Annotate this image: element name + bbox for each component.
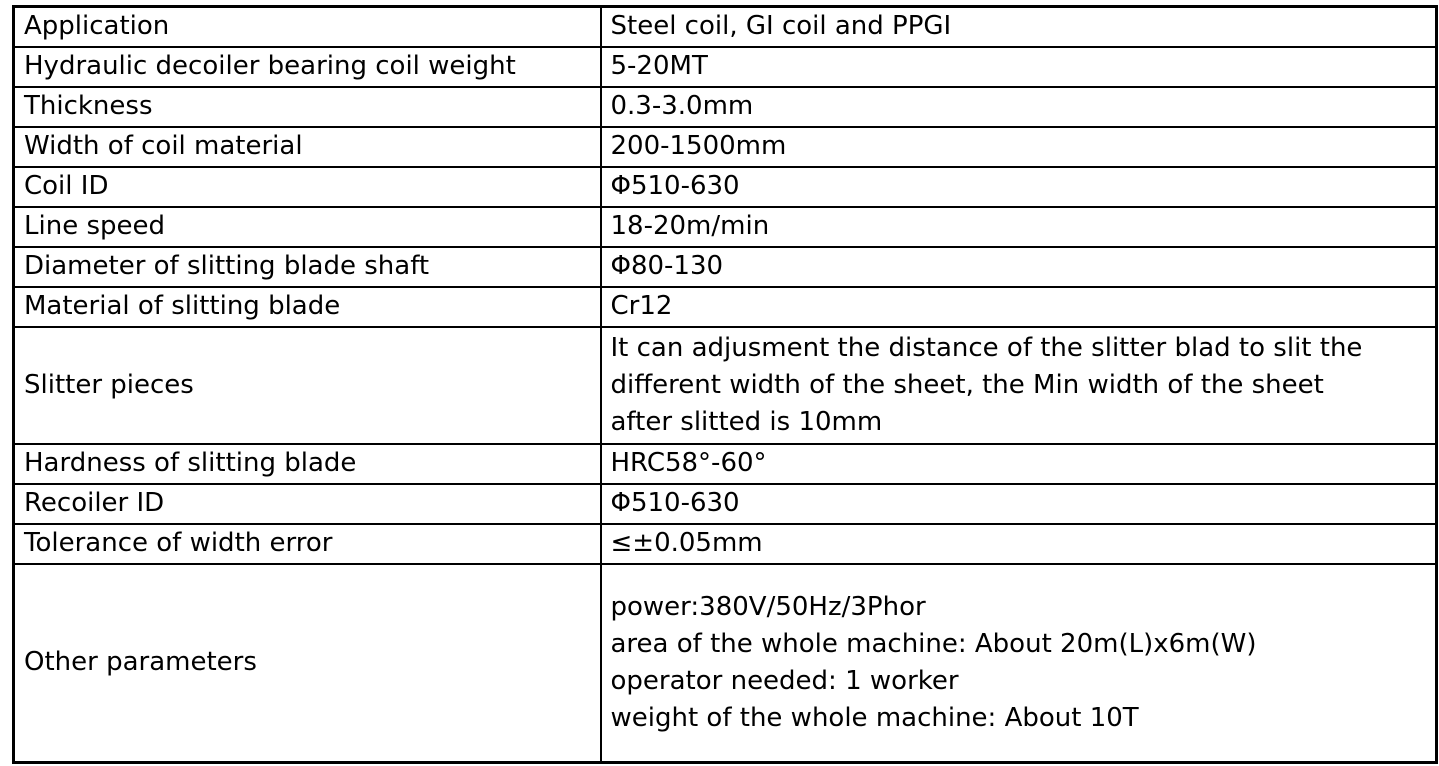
value-cell: Steel coil, GI coil and PPGI [601, 7, 1437, 47]
value-cell: Cr12 [601, 287, 1437, 327]
value-line: after slitted is 10mm [610, 406, 883, 437]
param-cell: Width of coil material [14, 127, 601, 167]
param-cell: Recoiler ID [14, 484, 601, 524]
param-cell: Slitter pieces [14, 327, 601, 444]
param-cell: Hydraulic decoiler bearing coil weight [14, 47, 601, 87]
param-cell: Hardness of slitting blade [14, 444, 601, 484]
param-cell: Line speed [14, 207, 601, 247]
table-row [14, 327, 1437, 444]
table-row [14, 287, 1437, 327]
value-cell [601, 327, 1437, 444]
table-row [14, 127, 1437, 167]
table-row [14, 87, 1437, 127]
value-cell: Φ510-630 [601, 167, 1437, 207]
value-cell: 0.3-3.0mm [601, 87, 1437, 127]
param-cell: Diameter of slitting blade shaft [14, 247, 601, 287]
value-cell: Φ80-130 [601, 247, 1437, 287]
value-cell: 5-20MT [601, 47, 1437, 87]
value-cell: Φ510-630 [601, 484, 1437, 524]
value-cell: 200-1500mm [601, 127, 1437, 167]
param-cell: Tolerance of width error [14, 524, 601, 564]
value-cell: ≤±0.05mm [601, 524, 1437, 564]
table-row [14, 524, 1437, 564]
table-row [14, 167, 1437, 207]
param-cell: Other parameters [14, 564, 601, 763]
param-cell: Coil ID [14, 167, 601, 207]
table-row [14, 444, 1437, 484]
table-row [14, 484, 1437, 524]
table-row [14, 207, 1437, 247]
param-cell: Material of slitting blade [14, 287, 601, 327]
spec-table [12, 5, 1438, 764]
value-line: It can adjusment the distance of the slitter blad to slit the [610, 332, 1363, 363]
value-line: power:380V/50Hz/3Phor [610, 591, 926, 622]
value-line: weight of the whole machine: About 10T [610, 702, 1139, 733]
value-line: operator needed: 1 worker [610, 665, 959, 696]
value-cell: 18-20m/min [601, 207, 1437, 247]
table-row [14, 7, 1437, 47]
param-cell: Thickness [14, 87, 601, 127]
table-row [14, 564, 1437, 763]
table-row [14, 47, 1437, 87]
value-cell [601, 564, 1437, 763]
value-line: area of the whole machine: About 20m(L)x6m(W) [610, 628, 1257, 659]
value-line: different width of the sheet, the Min width of the sheet [610, 369, 1324, 400]
table-row [14, 247, 1437, 287]
param-cell: Application [14, 7, 601, 47]
value-cell: HRC58°-60° [601, 444, 1437, 484]
